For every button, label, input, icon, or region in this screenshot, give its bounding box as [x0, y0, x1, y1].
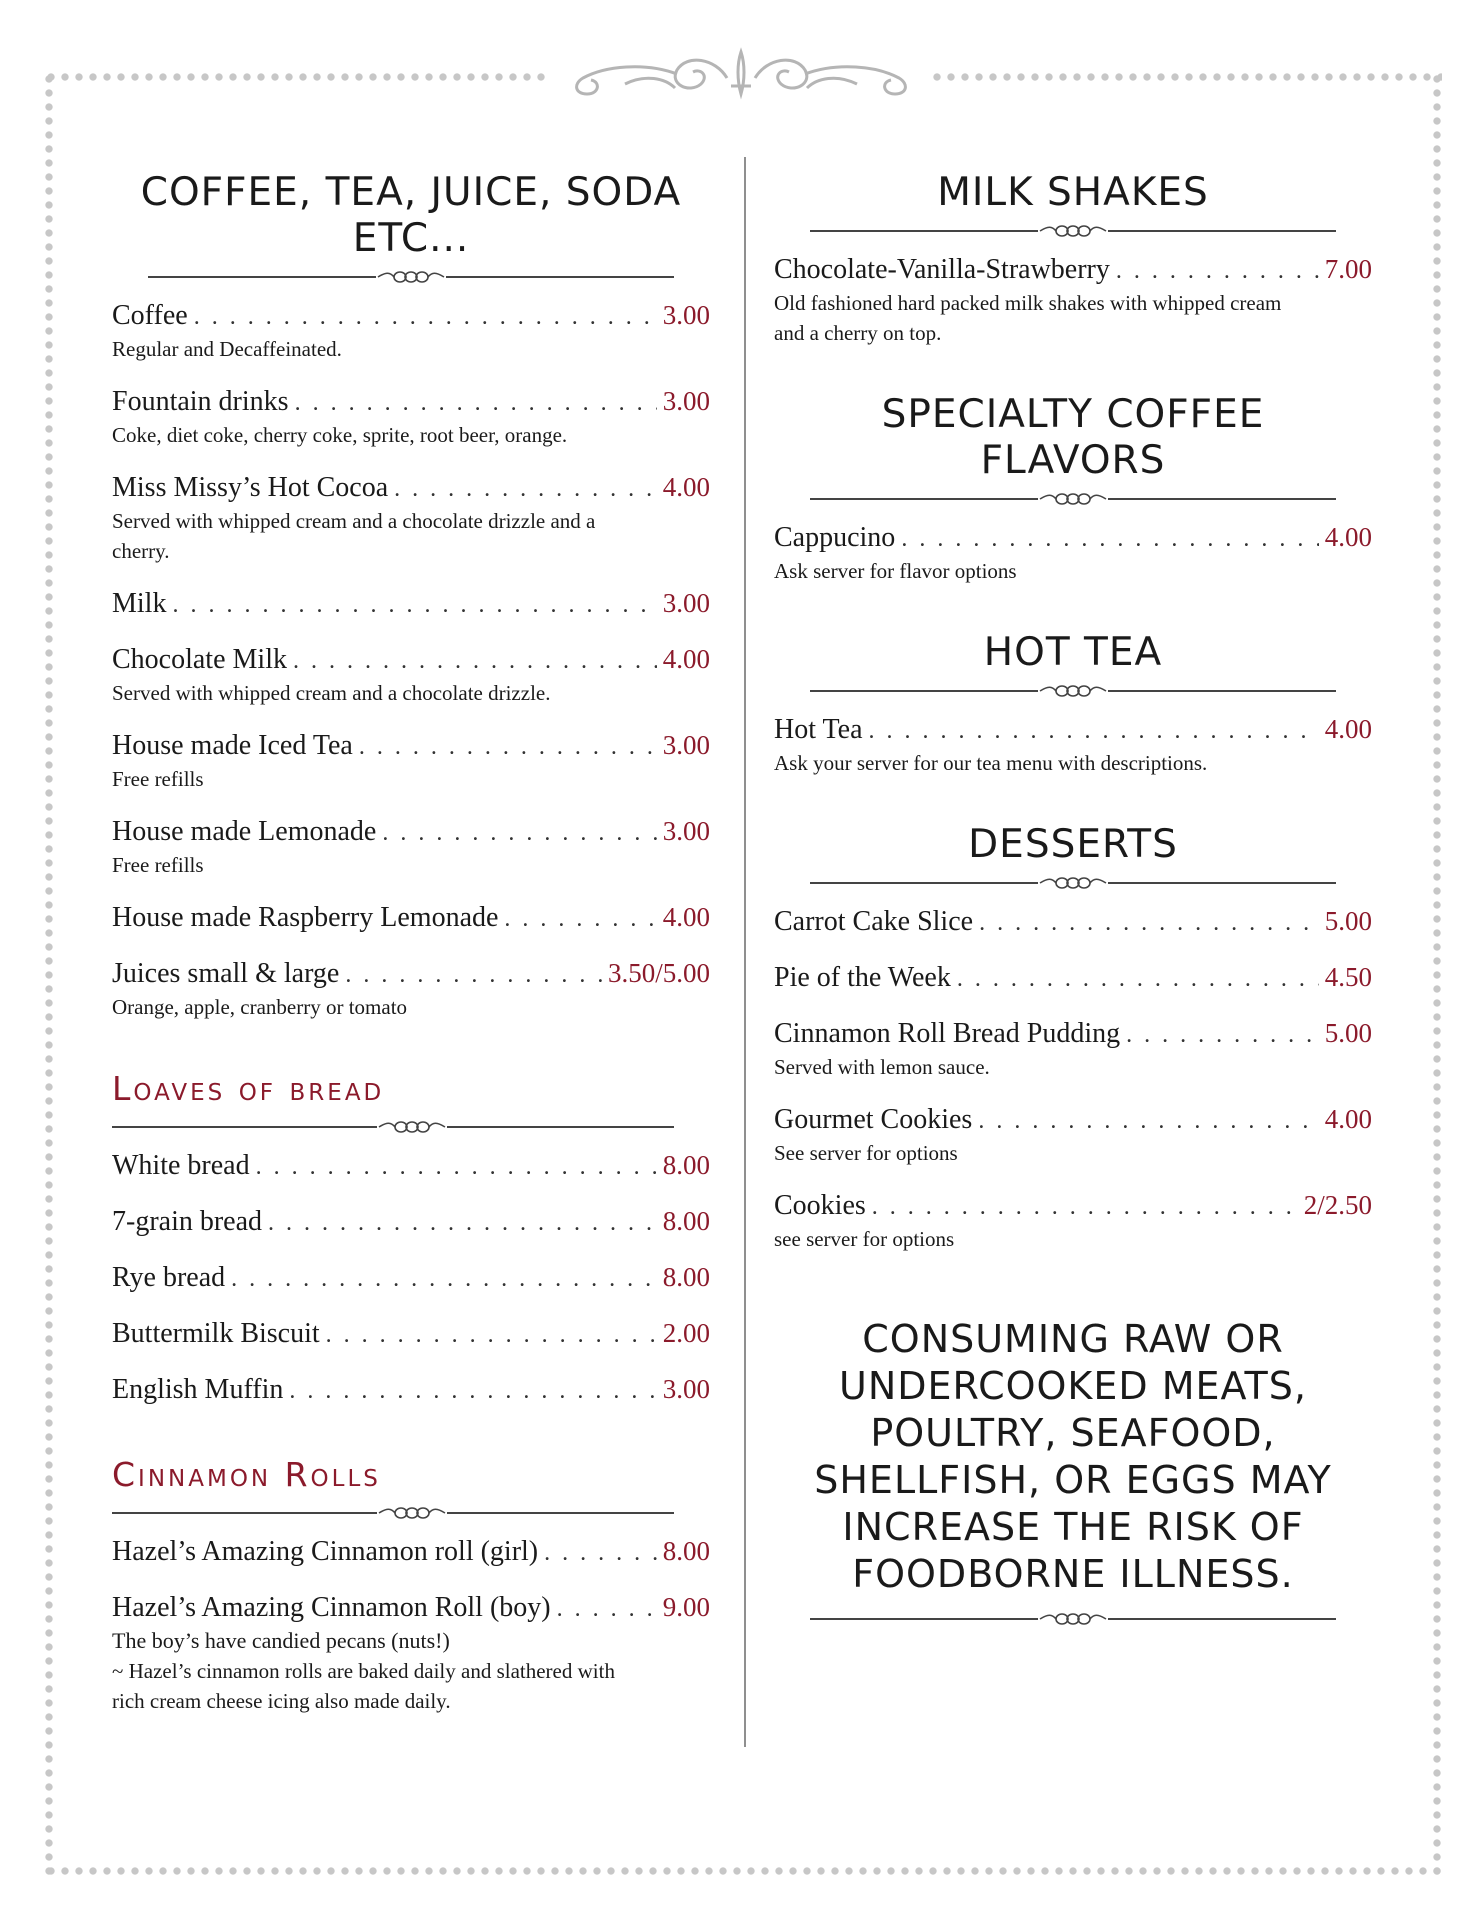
item-name: English Muffin: [112, 1374, 284, 1405]
item-name: Juices small & large: [112, 958, 340, 989]
desserts-items: [774, 904, 1372, 1254]
item-description: Coke, diet coke, cherry coke, sprite, root beer, orange.: [112, 423, 568, 447]
frame-top-right-dots: [930, 72, 1442, 82]
menu-item-coffee: [112, 298, 710, 364]
flourish-icon: [1038, 488, 1108, 510]
leader-dots: [326, 1318, 657, 1352]
menu-item-cappucino: [774, 520, 1372, 586]
milk-shakes-section: [774, 170, 1372, 348]
item-price: 3.00: [662, 588, 710, 618]
item-name: House made Lemonade: [112, 816, 377, 847]
leader-dots: [1116, 254, 1319, 288]
item-name: 7-grain bread: [112, 1206, 263, 1237]
loaves-divider: [112, 1116, 710, 1138]
item-name: Buttermilk Biscuit: [112, 1318, 320, 1349]
menu-item-hot-cocoa: [112, 470, 710, 566]
item-name: Pie of the Week: [774, 962, 951, 993]
item-description: Regular and Decaffeinated.: [112, 337, 342, 361]
leader-dots: [957, 962, 1319, 996]
item-name: Chocolate Milk: [112, 644, 287, 675]
flourish-icon: [1038, 220, 1108, 242]
hot-tea-title: HOT TEA: [983, 630, 1163, 675]
menu-item-pie-of-week: [774, 960, 1372, 996]
menu-item-hot-tea: [774, 712, 1372, 778]
item-description: The boy’s have candied pecans (nuts!): [112, 1628, 450, 1653]
leader-dots: [978, 1104, 1318, 1138]
warning-divider: [774, 1608, 1372, 1630]
desserts-title: DESSERTS: [968, 822, 1178, 867]
item-description: see server for options: [774, 1227, 955, 1251]
loaves-items: [112, 1148, 710, 1408]
leader-dots: [293, 644, 657, 678]
leader-dots: [231, 1262, 657, 1296]
item-price: 8.00: [662, 1206, 710, 1236]
item-name: Hot Tea: [774, 714, 863, 745]
drinks-title: COFFEE, TEA, JUICE, SODA ETC...: [140, 170, 682, 261]
food-safety-warning: CONSUMING RAW OR UNDERCOOKED MEATS, POULTRY, SEAFOOD, SHELLFISH, OR EGGS MAY INCREASE THE RISK OF FOODBORNE ILLNESS.: [814, 1317, 1332, 1596]
specialty-divider: [774, 488, 1372, 510]
menu-item-cookies: [774, 1188, 1372, 1254]
cinnamon-items: [112, 1534, 710, 1716]
column-divider: [744, 157, 746, 1747]
item-price: 4.00: [662, 644, 710, 674]
item-price: 4.50: [1324, 962, 1372, 992]
item-description: Served with lemon sauce.: [774, 1055, 990, 1079]
frame-bottom-dots: [44, 1866, 1442, 1876]
menu-item-fountain-drinks: [112, 384, 710, 450]
drinks-divider: [112, 266, 710, 288]
drinks-items: [112, 298, 710, 1022]
menu-item-juices: [112, 956, 710, 1022]
item-price: 2.00: [662, 1318, 710, 1348]
menu-item-rye-bread: [112, 1260, 710, 1296]
desserts-divider: [774, 872, 1372, 894]
flourish-icon: [1038, 872, 1108, 894]
item-price: 3.00: [662, 816, 710, 846]
leader-dots: [557, 1592, 657, 1626]
menu-item-carrot-cake: [774, 904, 1372, 940]
frame-top-left-dots: [44, 72, 550, 82]
item-name: Miss Missy’s Hot Cocoa: [112, 472, 389, 503]
item-description: Served with whipped cream and a chocolate drizzle.: [112, 681, 551, 705]
leader-dots: [268, 1206, 657, 1240]
menu-item-lemonade: [112, 814, 710, 880]
menu-item-raspberry-lemonade: [112, 900, 710, 936]
menu-item-milk-shake: [774, 252, 1372, 348]
frame-left-dots: [44, 72, 54, 1876]
item-price: 4.00: [1324, 522, 1372, 552]
item-name: Hazel’s Amazing Cinnamon roll (girl): [112, 1536, 539, 1567]
leader-dots: [394, 472, 657, 506]
menu-item-milk: [112, 586, 710, 622]
leader-dots: [256, 1150, 657, 1184]
item-name: Cappucino: [774, 522, 896, 553]
specialty-coffee-section: [774, 392, 1372, 586]
menu-item-english-muffin: [112, 1372, 710, 1408]
item-name: Carrot Cake Slice: [774, 906, 974, 937]
item-name: White bread: [112, 1150, 250, 1181]
frame-right-dots: [1432, 72, 1442, 1876]
leader-dots: [869, 714, 1319, 748]
item-price: 4.00: [662, 902, 710, 932]
leader-dots: [1126, 1018, 1319, 1052]
leader-dots: [194, 300, 657, 334]
item-description: Ask server for flavor options: [774, 559, 1017, 583]
menu-item-iced-tea: [112, 728, 710, 794]
item-name: Fountain drinks: [112, 386, 289, 417]
flourish-icon: [376, 266, 446, 288]
specialty-items: [774, 520, 1372, 586]
menu-item-cinnamon-roll-boy: [112, 1590, 710, 1716]
menu-item-7-grain-bread: [112, 1204, 710, 1240]
item-name: House made Raspberry Lemonade: [112, 902, 499, 933]
item-price: 4.00: [662, 472, 710, 502]
item-price: 5.00: [1324, 1018, 1372, 1048]
leader-dots: [295, 386, 657, 420]
leader-dots: [359, 730, 657, 764]
item-price: 2/2.50: [1303, 1190, 1372, 1220]
flourish-icon: [377, 1502, 447, 1524]
item-description: Ask your server for our tea menu with descriptions.: [774, 751, 1208, 775]
right-column: [774, 170, 1372, 1630]
item-price: 8.00: [662, 1536, 710, 1566]
menu-item-white-bread: [112, 1148, 710, 1184]
cinnamon-rolls-title: Cinnamon Rolls: [112, 1455, 381, 1494]
leader-dots: [872, 1190, 1298, 1224]
cinnamon-note: ~ Hazel’s cinnamon rolls are baked daily and slathered with rich cream cheese icing also made daily.: [112, 1659, 615, 1713]
item-price: 3.00: [662, 1374, 710, 1404]
item-price: 9.00: [662, 1592, 710, 1622]
milk-shakes-title: MILK SHAKES: [937, 170, 1209, 215]
item-price: 5.00: [1324, 906, 1372, 936]
cinnamon-rolls-section: [112, 1452, 710, 1716]
desserts-section: [774, 822, 1372, 1254]
item-description: Free refills: [112, 767, 204, 791]
flourish-icon: [1038, 680, 1108, 702]
item-description: See server for options: [774, 1141, 958, 1165]
item-price: 3.00: [662, 300, 710, 330]
menu-item-bread-pudding: [774, 1016, 1372, 1082]
item-price: 7.00: [1324, 254, 1372, 284]
item-price: 4.00: [1324, 714, 1372, 744]
hot-tea-divider: [774, 680, 1372, 702]
leader-dots: [504, 902, 656, 936]
item-name: Milk: [112, 588, 167, 619]
item-price: 4.00: [1324, 1104, 1372, 1134]
shakes-divider: [774, 220, 1372, 242]
top-flourish-ornament: [565, 44, 917, 106]
leader-dots: [382, 816, 656, 850]
leader-dots: [544, 1536, 657, 1570]
item-description: Free refills: [112, 853, 204, 877]
cinnamon-divider: [112, 1502, 710, 1524]
leader-dots: [172, 588, 656, 622]
item-name: Coffee: [112, 300, 188, 331]
menu-item-gourmet-cookies: [774, 1102, 1372, 1168]
menu-item-chocolate-milk: [112, 642, 710, 708]
item-name: Gourmet Cookies: [774, 1104, 973, 1135]
leader-dots: [289, 1374, 656, 1408]
item-price: 8.00: [662, 1262, 710, 1292]
item-name: Chocolate-Vanilla-Strawberry: [774, 254, 1110, 285]
item-name: Cookies: [774, 1190, 866, 1221]
loaves-title: Loaves of bread: [112, 1069, 385, 1108]
leader-dots: [901, 522, 1318, 556]
item-price: 3.00: [662, 386, 710, 416]
flourish-icon: [377, 1116, 447, 1138]
leader-dots: [979, 906, 1319, 940]
item-name: Rye bread: [112, 1262, 226, 1293]
item-name: Cinnamon Roll Bread Pudding: [774, 1018, 1121, 1049]
drinks-section: [112, 170, 710, 1022]
flourish-icon: [1038, 1608, 1108, 1630]
item-price: 3.50/5.00: [607, 958, 710, 988]
item-description: Orange, apple, cranberry or tomato: [112, 995, 408, 1019]
left-column: [112, 170, 710, 1760]
loaves-section: [112, 1066, 710, 1408]
menu-item-buttermilk-biscuit: [112, 1316, 710, 1352]
specialty-coffee-title: SPECIALTY COFFEE FLAVORS: [881, 392, 1265, 483]
item-description: Served with whipped cream and a chocolate drizzle and a cherry.: [112, 509, 596, 563]
item-name: Hazel’s Amazing Cinnamon Roll (boy): [112, 1592, 551, 1623]
item-description: Old fashioned hard packed milk shakes with whipped cream and a cherry on top.: [774, 291, 1282, 345]
menu-item-cinnamon-roll-girl: [112, 1534, 710, 1570]
hot-tea-items: [774, 712, 1372, 778]
item-name: House made Iced Tea: [112, 730, 353, 761]
leader-dots: [345, 958, 602, 992]
shakes-items: [774, 252, 1372, 348]
item-price: 3.00: [662, 730, 710, 760]
item-price: 8.00: [662, 1150, 710, 1180]
hot-tea-section: [774, 630, 1372, 778]
